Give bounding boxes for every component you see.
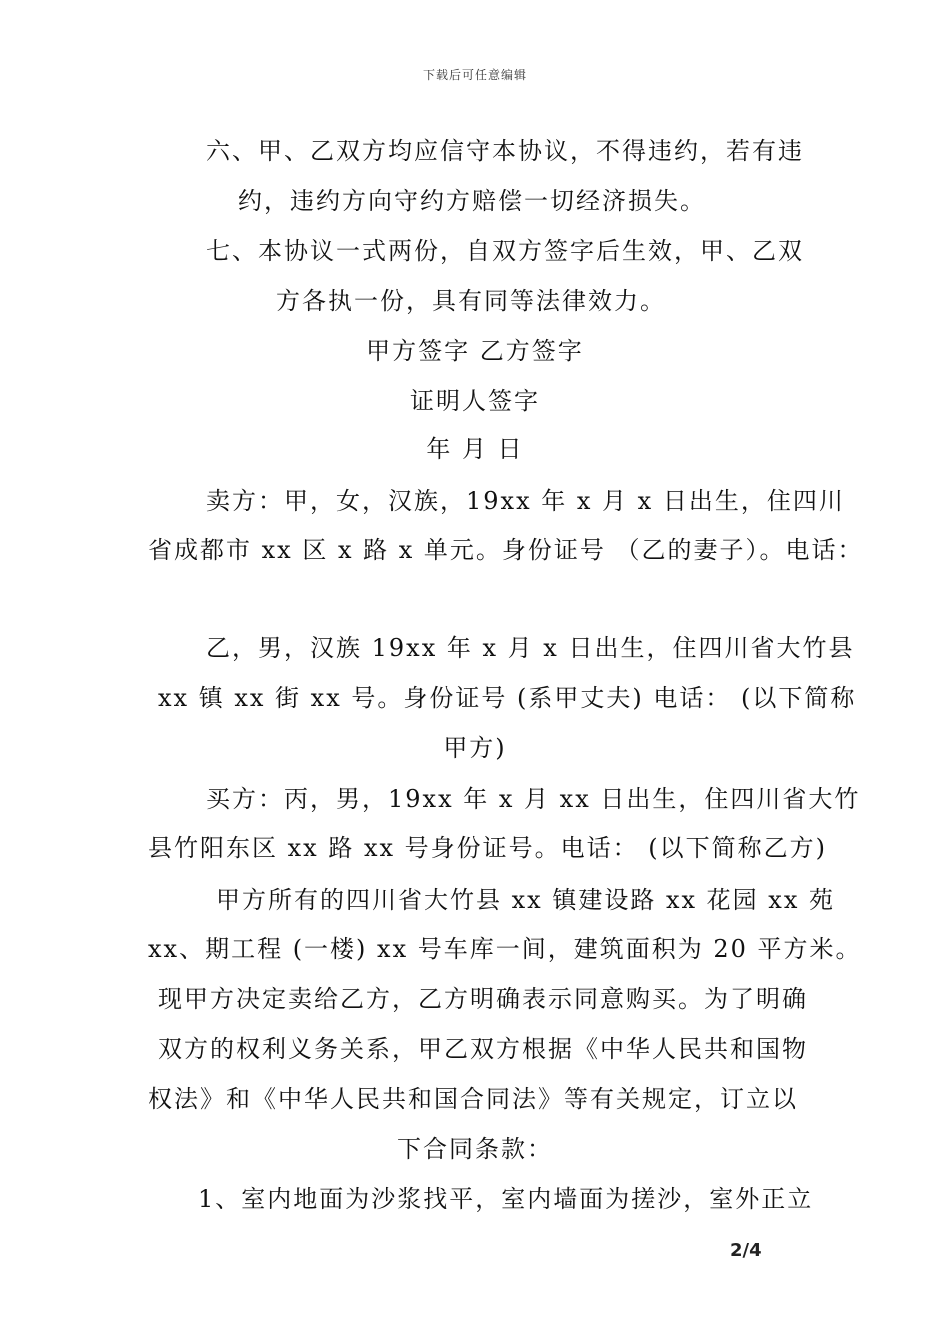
buyer-line-1: 买方：丙，男，19xx 年 x 月 xx 日出生，住四川省大竹 xyxy=(206,785,861,813)
seller-line-1: 卖方：甲，女，汉族，19xx 年 x 月 x 日出生，住四川 xyxy=(206,487,845,515)
clause-7-line-1: 七、本协议一式两份，自双方签字后生效，甲、乙双 xyxy=(206,237,804,265)
body-line-6: 下合同条款： xyxy=(397,1135,553,1163)
page-number: 2/4 xyxy=(730,1240,762,1261)
term-1-line-1: 1、室内地面为沙浆找平，室内墙面为搓沙，室外正立 xyxy=(198,1185,814,1213)
seller-b-line-3: 甲方) xyxy=(443,734,507,762)
buyer-line-2: 县竹阳东区 xx 路 xx 号身份证号。电话： (以下简称乙方) xyxy=(148,834,828,862)
witness-signature: 证明人签字 xyxy=(410,387,540,415)
seller-b-line-1: 乙，男，汉族 19xx 年 x 月 x 日出生，住四川省大竹县 xyxy=(206,634,855,662)
seller-b-line-2: xx 镇 xx 街 xx 号。身份证号 (系甲丈夫) 电话： (以下简称 xyxy=(158,684,857,712)
page-header: 下载后可任意编辑 xyxy=(422,68,527,82)
clause-6-line-2: 约，违约方向守约方赔偿一切经济损失。 xyxy=(238,187,706,215)
body-line-3: 现甲方决定卖给乙方，乙方明确表示同意购买。为了明确 xyxy=(158,985,808,1013)
clause-7-line-2: 方各执一份，具有同等法律效力。 xyxy=(276,287,666,315)
body-line-5: 权法》和《中华人民共和国合同法》等有关规定，订立以 xyxy=(148,1085,798,1113)
clause-6-line-1: 六、甲、乙双方均应信守本协议，不得违约，若有违 xyxy=(206,137,804,165)
signature-date: 年 月 日 xyxy=(426,435,524,463)
seller-line-2: 省成都市 xx 区 x 路 x 单元。身份证号 （乙的妻子）。电话： xyxy=(148,536,864,564)
body-line-1: 甲方所有的四川省大竹县 xx 镇建设路 xx 花园 xx 苑 xyxy=(216,886,835,914)
body-line-4: 双方的权利义务关系，甲乙双方根据《中华人民共和国物 xyxy=(158,1035,808,1063)
body-line-2: xx、期工程 (一楼) xx 号车库一间，建筑面积为 20 平方米。 xyxy=(148,935,862,963)
party-signatures: 甲方签字 乙方签字 xyxy=(366,337,584,365)
